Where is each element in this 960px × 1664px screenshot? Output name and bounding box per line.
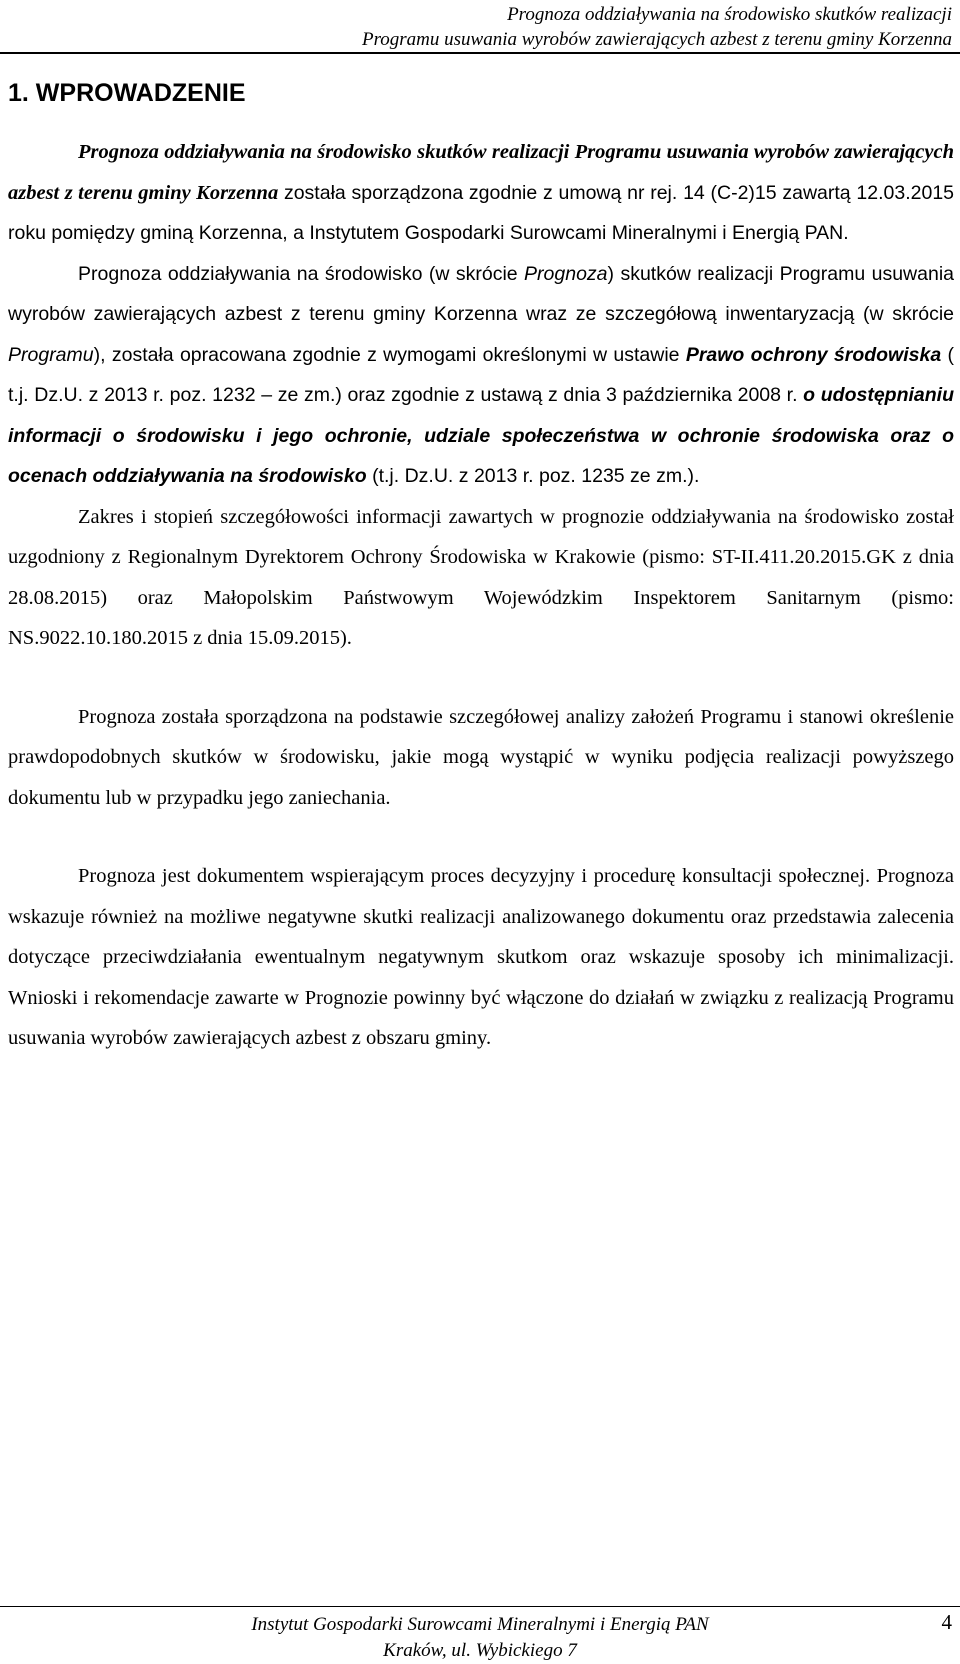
p2-term-prognoza: Prognoza — [524, 262, 608, 285]
paragraph-1-text: została sporządzona zgodnie z umową nr rej. 14 (C-2)15 zawartą 12.03.2015 roku pomiędzy gminą Korzenna, a Instytutem Gospodarki Surowcami Mineralnymi i Energią PAN. — [8, 181, 955, 244]
footer-address: Kraków, ul. Wybickiego 7 — [383, 1640, 577, 1661]
paragraph-2 — [8, 254, 954, 497]
section-title: 1. WPROWADZENIE — [8, 79, 246, 107]
p2-text-4: ( t.j. Dz.U. z 2013 r. poz. 1232 – ze zm.) oraz zgodnie z ustawą z dnia 3 października 2008 r. — [8, 343, 954, 406]
footer-divider — [0, 1606, 960, 1607]
paragraph-4: Prognoza została sporządzona na podstawie szczegółowej analizy założeń Programu i stanowi określenie prawdopodobnych skutków w środowisku, jakie mogą wystąpić w wyniku podjęcia realizacji powyższego dokumentu lub w przypadku jego zaniechania. — [8, 705, 954, 809]
header-line-1: Prognoza oddziaływania na środowisko skutków realizacji — [507, 4, 952, 25]
p2-law-title-1: Prawo ochrony środowiska — [685, 343, 942, 366]
header-line-2: Programu usuwania wyrobów zawierających azbest z terenu gminy Korzenna — [361, 29, 952, 50]
program-title: Prognoza oddziaływania na środowisko skutków realizacji Programu usuwania wyrobów zawierających azbest z terenu gminy Korzenna — [8, 141, 954, 204]
p2-text-3: ), została opracowana zgodnie z wymogami określonymi w ustawie — [93, 343, 686, 366]
header-divider — [0, 52, 960, 54]
page-number: 4 — [941, 1610, 952, 1634]
page-body — [8, 78, 954, 1059]
p2-law-title-2: o udostępnianiu informacji o środowisku i jego ochronie, udziale społeczeństwa w ochronie środowiska oraz o ocenach oddziaływania na środowisko — [8, 384, 954, 487]
p2-text-5: (t.j. Dz.U. z 2013 r. poz. 1235 ze zm.). — [366, 465, 700, 487]
running-header — [12, 0, 952, 52]
paragraph-3: Zakres i stopień szczegółowości informacji zawartych w prognozie oddziaływania na środowisko został uzgodniony z Regionalnym Dyrektorem Ochrony Środowiska w Krakowie (pismo: ST-II.411.20.2015.GK z dnia 28.08.2015) oraz Małopolskim Państwowym Wojewódzkim Inspektorem Sanitarnym (pismo: NS.9022.10.180.2015 z dnia 15.09.2015). — [8, 505, 954, 649]
p2-text-2: ) skutków realizacji Programu usuwania wyrobów zawierających azbest z terenu gminy Korzenna wraz ze szczegółową inwentaryzacją (w skrócie — [8, 262, 954, 325]
footer-institute: Instytut Gospodarki Surowcami Mineralnymi i Energią PAN — [251, 1614, 709, 1635]
p2-text-1: Prognoza oddziaływania na środowisko (w skrócie — [78, 262, 525, 285]
page-footer — [0, 1612, 960, 1664]
paragraph-1 — [8, 132, 954, 254]
paragraph-5: Prognoza jest dokumentem wspierającym proces decyzyjny i procedurę konsultacji społecznej. Prognoza wskazuje również na możliwe negatywne skutki realizacji analizowanego dokumentu oraz przedstawia zalecenia dotyczące przeciwdziałania ewentualnym negatywnym skutkom oraz wskazuje sposoby ich minimalizacji. Wnioski i rekomendacje zawarte w Prognozie powinny być włączone do działań w związku z realizacją Programu usuwania wyrobów zawierających azbest z obszaru gminy. — [8, 865, 954, 1049]
p2-term-programu: Programu — [8, 343, 94, 366]
